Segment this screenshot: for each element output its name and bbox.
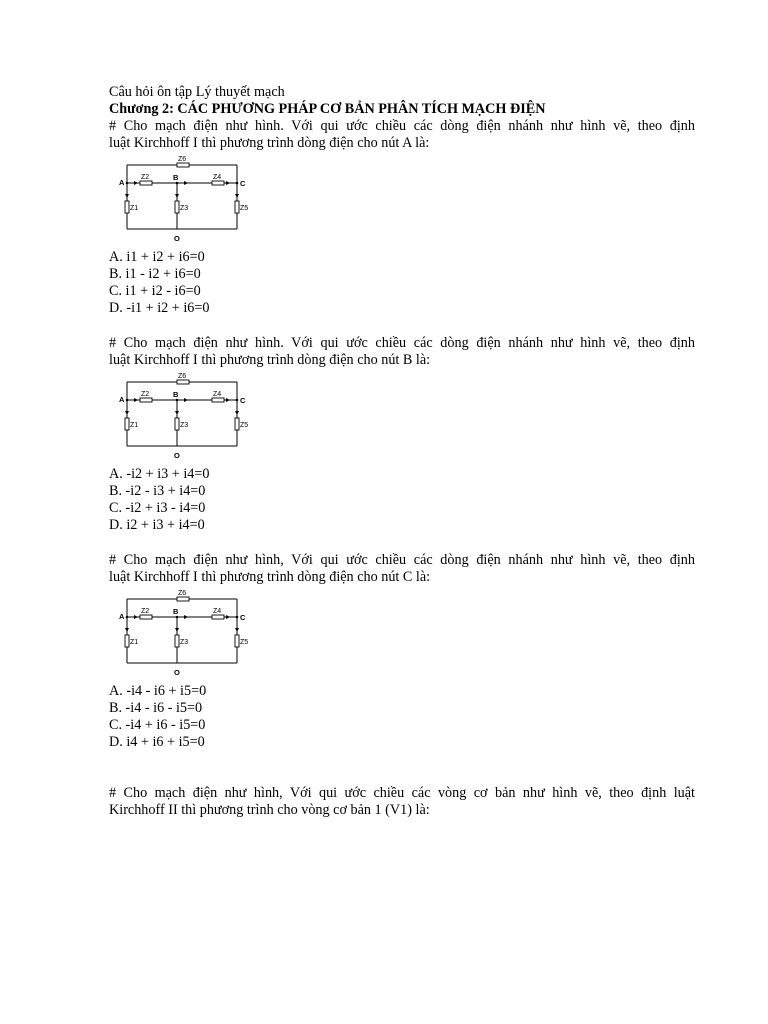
resistor-symbol [175, 635, 179, 647]
resistor-symbol [175, 418, 179, 430]
current-arrow-icon [184, 398, 188, 402]
node-dot [176, 616, 179, 619]
resistor-symbol [175, 201, 179, 213]
node-dot [176, 399, 179, 402]
question-1 [109, 118, 695, 317]
impedance-label: Z3 [180, 422, 189, 429]
node-dot [176, 182, 179, 185]
answer-option[interactable]: C. -i2 + i3 - i4=0 [109, 500, 206, 516]
impedance-label: Z6 [178, 156, 187, 163]
current-arrow-icon [175, 628, 179, 632]
impedance-label: Z6 [178, 373, 187, 380]
current-arrow-icon [125, 628, 129, 632]
document-title: Câu hỏi ôn tập Lý thuyết mạch [109, 84, 285, 100]
circuit-diagram [113, 587, 253, 683]
answer-option[interactable]: B. -i4 - i6 - i5=0 [109, 700, 203, 716]
question-text-line: Kirchhoff II thì phương trình cho vòng cơ bản 1 (V1) là: [109, 802, 430, 818]
question-text-line: luật Kirchhoff I thì phương trình dòng điện cho nút B là: [109, 352, 431, 368]
node-label: A [119, 178, 125, 187]
impedance-label: Z4 [213, 608, 222, 615]
impedance-label: Z1 [130, 422, 139, 429]
impedance-label: Z3 [180, 205, 189, 212]
answer-option[interactable]: A. i1 + i2 + i6=0 [109, 249, 205, 265]
answer-option[interactable]: D. i2 + i3 + i4=0 [109, 517, 205, 533]
resistor-symbol [177, 380, 189, 384]
current-arrow-icon [175, 194, 179, 198]
question-text-line: # Cho mạch điện như hình, Với qui ước chiều các dòng điện nhánh như hình vẽ, theo định [109, 552, 695, 568]
question-text-line: # Cho mạch điện như hình. Với qui ước chiều các dòng điện nhánh như hình vẽ, theo định [109, 335, 695, 351]
impedance-label: Z2 [141, 174, 150, 181]
impedance-label: Z4 [213, 174, 222, 181]
current-arrow-icon [134, 615, 138, 619]
resistor-symbol [125, 418, 129, 430]
resistor-symbol [212, 398, 224, 402]
impedance-label: Z5 [240, 422, 249, 429]
impedance-label: Z2 [141, 391, 150, 398]
node-label: C [240, 396, 246, 405]
question-4 [109, 785, 695, 819]
resistor-symbol [177, 163, 189, 167]
answer-option[interactable]: C. i1 + i2 - i6=0 [109, 283, 201, 299]
question-text-line: # Cho mạch điện như hình, Với qui ước chiều các vòng cơ bản như hình vẽ, theo định luật [109, 785, 695, 801]
chapter-heading: Chương 2: CÁC PHƯƠNG PHÁP CƠ BẢN PHÂN TÍCH MẠCH ĐIỆN [109, 101, 546, 117]
current-arrow-icon [125, 411, 129, 415]
question-2 [109, 335, 695, 534]
node-label: A [119, 612, 125, 621]
impedance-label: Z4 [213, 391, 222, 398]
document-page [109, 84, 695, 819]
answer-options [109, 249, 695, 317]
node-label: C [240, 613, 246, 622]
answer-options [109, 683, 695, 751]
node-dot [236, 399, 239, 402]
answer-option[interactable]: B. -i2 - i3 + i4=0 [109, 483, 206, 499]
node-dot [126, 399, 129, 402]
resistor-symbol [140, 181, 152, 185]
circuit-diagram [113, 153, 253, 249]
resistor-symbol [140, 398, 152, 402]
current-arrow-icon [226, 398, 230, 402]
current-arrow-icon [235, 628, 239, 632]
answer-option[interactable]: C. -i4 + i6 - i5=0 [109, 717, 206, 733]
current-arrow-icon [134, 398, 138, 402]
current-arrow-icon [226, 181, 230, 185]
impedance-label: Z5 [240, 639, 249, 646]
impedance-label: Z5 [240, 205, 249, 212]
resistor-symbol [212, 181, 224, 185]
question-text-line: # Cho mạch điện như hình. Với qui ước chiều các dòng điện nhánh như hình vẽ, theo định [109, 118, 695, 134]
current-arrow-icon [235, 411, 239, 415]
resistor-symbol [235, 201, 239, 213]
node-dot [236, 182, 239, 185]
question-3 [109, 552, 695, 751]
answer-option[interactable]: D. i4 + i6 + i5=0 [109, 734, 205, 750]
resistor-symbol [140, 615, 152, 619]
resistor-symbol [235, 635, 239, 647]
impedance-label: Z1 [130, 639, 139, 646]
node-label: C [240, 179, 246, 188]
current-arrow-icon [184, 615, 188, 619]
current-arrow-icon [184, 181, 188, 185]
node-label: O [174, 451, 180, 460]
resistor-symbol [177, 597, 189, 601]
question-text-line: luật Kirchhoff I thì phương trình dòng điện cho nút C là: [109, 569, 431, 585]
impedance-label: Z3 [180, 639, 189, 646]
answer-option[interactable]: D. -i1 + i2 + i6=0 [109, 300, 210, 316]
current-arrow-icon [226, 615, 230, 619]
circuit-diagram [113, 370, 253, 466]
node-label: B [173, 390, 179, 399]
node-dot [236, 616, 239, 619]
node-dot [126, 616, 129, 619]
resistor-symbol [125, 201, 129, 213]
current-arrow-icon [134, 181, 138, 185]
resistor-symbol [212, 615, 224, 619]
impedance-label: Z1 [130, 205, 139, 212]
node-label: A [119, 395, 125, 404]
current-arrow-icon [175, 411, 179, 415]
impedance-label: Z2 [141, 608, 150, 615]
answer-option[interactable]: B. i1 - i2 + i6=0 [109, 266, 201, 282]
node-label: B [173, 173, 179, 182]
question-text-line: luật Kirchhoff I thì phương trình dòng điện cho nút A là: [109, 135, 430, 151]
answer-option[interactable]: A. -i2 + i3 + i4=0 [109, 466, 210, 482]
node-label: O [174, 234, 180, 243]
resistor-symbol [125, 635, 129, 647]
current-arrow-icon [235, 194, 239, 198]
current-arrow-icon [125, 194, 129, 198]
node-label: O [174, 668, 180, 677]
node-dot [126, 182, 129, 185]
impedance-label: Z6 [178, 590, 187, 597]
resistor-symbol [235, 418, 239, 430]
node-label: B [173, 607, 179, 616]
answer-options [109, 466, 695, 534]
answer-option[interactable]: A. -i4 - i6 + i5=0 [109, 683, 207, 699]
